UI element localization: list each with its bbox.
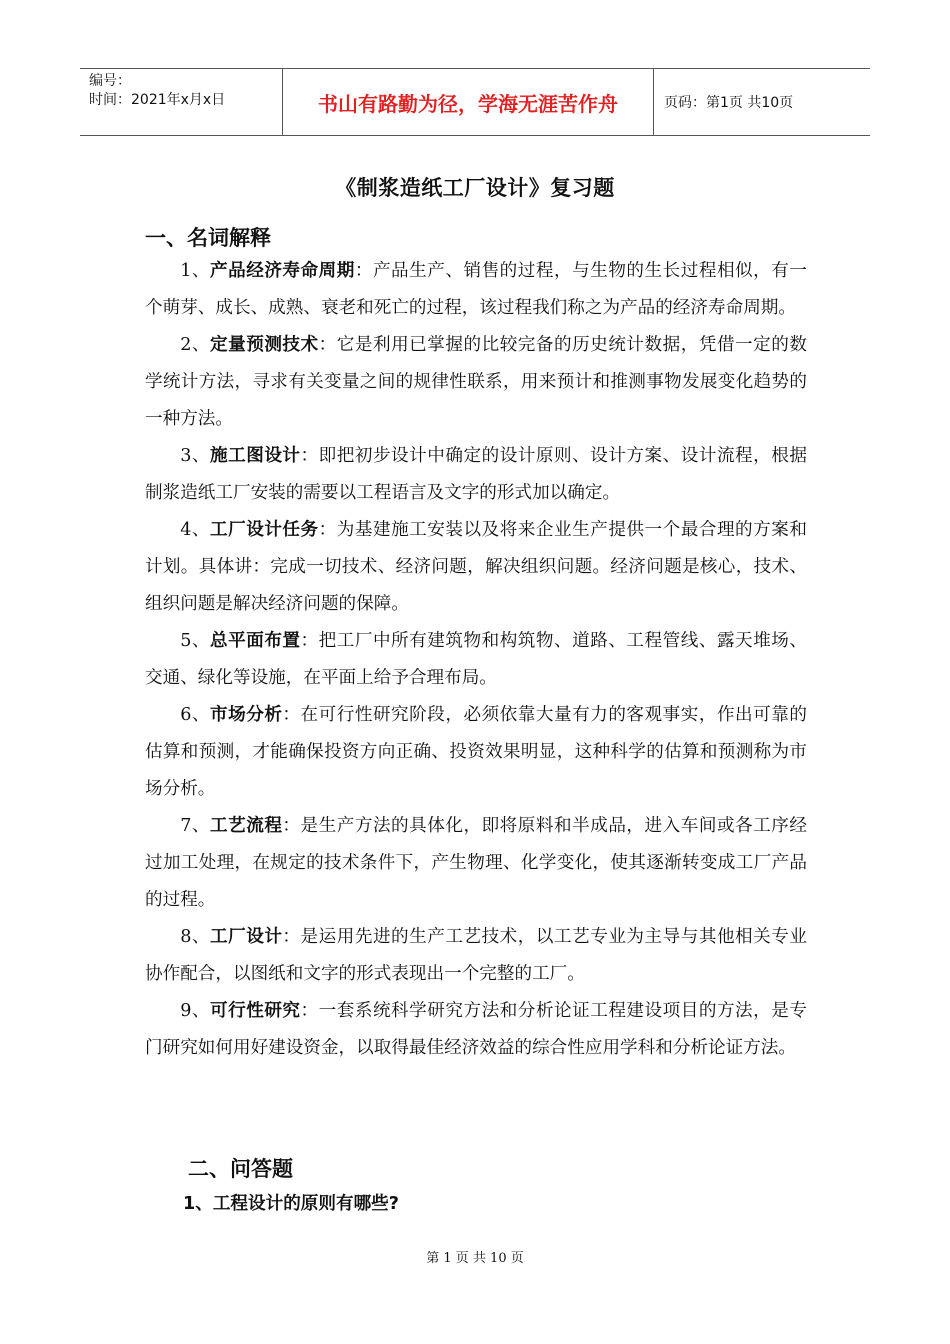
definition-paragraph	[145, 512, 807, 623]
definition-text: 产品生产、销售的过程，与生物的生长过程相似，有一个萌芽、成长、成熟、衰老和死亡的过程，该过程我们称之为产品的经济寿命周期。	[145, 261, 807, 318]
definition-paragraph	[145, 808, 807, 919]
definition-paragraph	[145, 919, 807, 993]
definition-paragraph	[145, 697, 807, 808]
definition-number: 9、	[180, 1001, 210, 1021]
definition-separator: ：	[318, 520, 337, 540]
number-label: 编号：	[89, 73, 131, 89]
definition-paragraph	[145, 993, 807, 1067]
definition-number: 5、	[180, 631, 210, 651]
header-page-info: 页码：第1页 共10页	[664, 95, 794, 111]
section-title-definitions: 一、名词解释	[145, 226, 271, 250]
question-heading: 1、工程设计的原则有哪些?	[183, 1194, 399, 1214]
definition-separator: ：	[282, 816, 301, 836]
definition-term: 可行性研究	[210, 1001, 301, 1021]
definition-paragraph	[145, 623, 807, 697]
definition-number: 4、	[180, 520, 210, 540]
definition-term: 工艺流程	[210, 816, 283, 836]
definition-number: 2、	[180, 335, 210, 355]
definition-separator: ：	[300, 446, 319, 466]
definition-term: 定量预测技术	[210, 335, 319, 355]
definition-separator: ：	[300, 1001, 319, 1021]
definition-paragraph	[145, 438, 807, 512]
definition-number: 3、	[180, 446, 210, 466]
header-motto: 书山有路勤为径，学海无涯苦作舟	[282, 69, 654, 135]
definition-text: 是生产方法的具体化，即将原料和半成品，进入车间或各工序经过加工处理，在规定的技术条件下，产生物理、化学变化，使其逐渐转变成工厂产品的过程。	[145, 816, 807, 910]
definitions-list	[145, 253, 807, 1067]
page-header	[80, 68, 870, 136]
definition-separator: ：	[354, 261, 373, 281]
definition-number: 6、	[180, 705, 210, 725]
time-label: 时间：2021年x月x日	[89, 92, 226, 108]
definition-text: 一套系统科学研究方法和分析论证工程建设项目的方法，是专门研究如何用好建设资金，以取得最佳经济效益的综合性应用学科和分析论证方法。	[145, 1001, 807, 1058]
definition-separator: ：	[282, 927, 301, 947]
definition-text: 即把初步设计中确定的设计原则、设计方案、设计流程，根据制浆造纸工厂安装的需要以工程语言及文字的形式加以确定。	[145, 446, 807, 503]
definition-text: 在可行性研究阶段，必须依靠大量有力的客观事实，作出可靠的估算和预测，才能确保投资方向正确、投资效果明显，这种科学的估算和预测称为市场分析。	[145, 705, 807, 799]
definition-separator: ：	[318, 335, 337, 355]
definition-paragraph	[145, 253, 807, 327]
definition-paragraph	[145, 327, 807, 438]
definition-term: 工厂设计任务	[210, 520, 319, 540]
definition-separator: ：	[282, 705, 301, 725]
definition-number: 8、	[180, 927, 210, 947]
section-title-qa: 二、问答题	[188, 1157, 293, 1181]
definition-text: 它是利用已掌握的比较完备的历史统计数据，凭借一定的数学统计方法，寻求有关变量之间的规律性联系，用来预计和推测事物发展变化趋势的一种方法。	[145, 335, 807, 429]
definition-term: 总平面布置	[210, 631, 301, 651]
definition-text: 把工厂中所有建筑物和构筑物、道路、工程管线、露天堆场、交通、绿化等设施，在平面上给予合理布局。	[145, 631, 807, 688]
definition-text: 是运用先进的生产工艺技术，以工艺专业为主导与其他相关专业协作配合，以图纸和文字的形式表现出一个完整的工厂。	[145, 927, 807, 984]
definition-term: 工厂设计	[210, 927, 283, 947]
definition-text: 为基建施工安装以及将来企业生产提供一个最合理的方案和计划。具体讲：完成一切技术、经济问题，解决组织问题。经济问题是核心，技术、组织问题是解决经济问题的保障。	[145, 520, 807, 614]
page-footer: 第 1 页 共 10 页	[426, 1251, 524, 1266]
definition-term: 市场分析	[210, 705, 283, 725]
document-title: 《制浆造纸工厂设计》复习题	[335, 176, 615, 200]
definition-term: 施工图设计	[210, 446, 301, 466]
definition-number: 1、	[180, 261, 210, 281]
definition-separator: ：	[300, 631, 319, 651]
definition-term: 产品经济寿命周期	[210, 261, 355, 281]
definition-number: 7、	[180, 816, 210, 836]
header-meta	[80, 69, 282, 135]
